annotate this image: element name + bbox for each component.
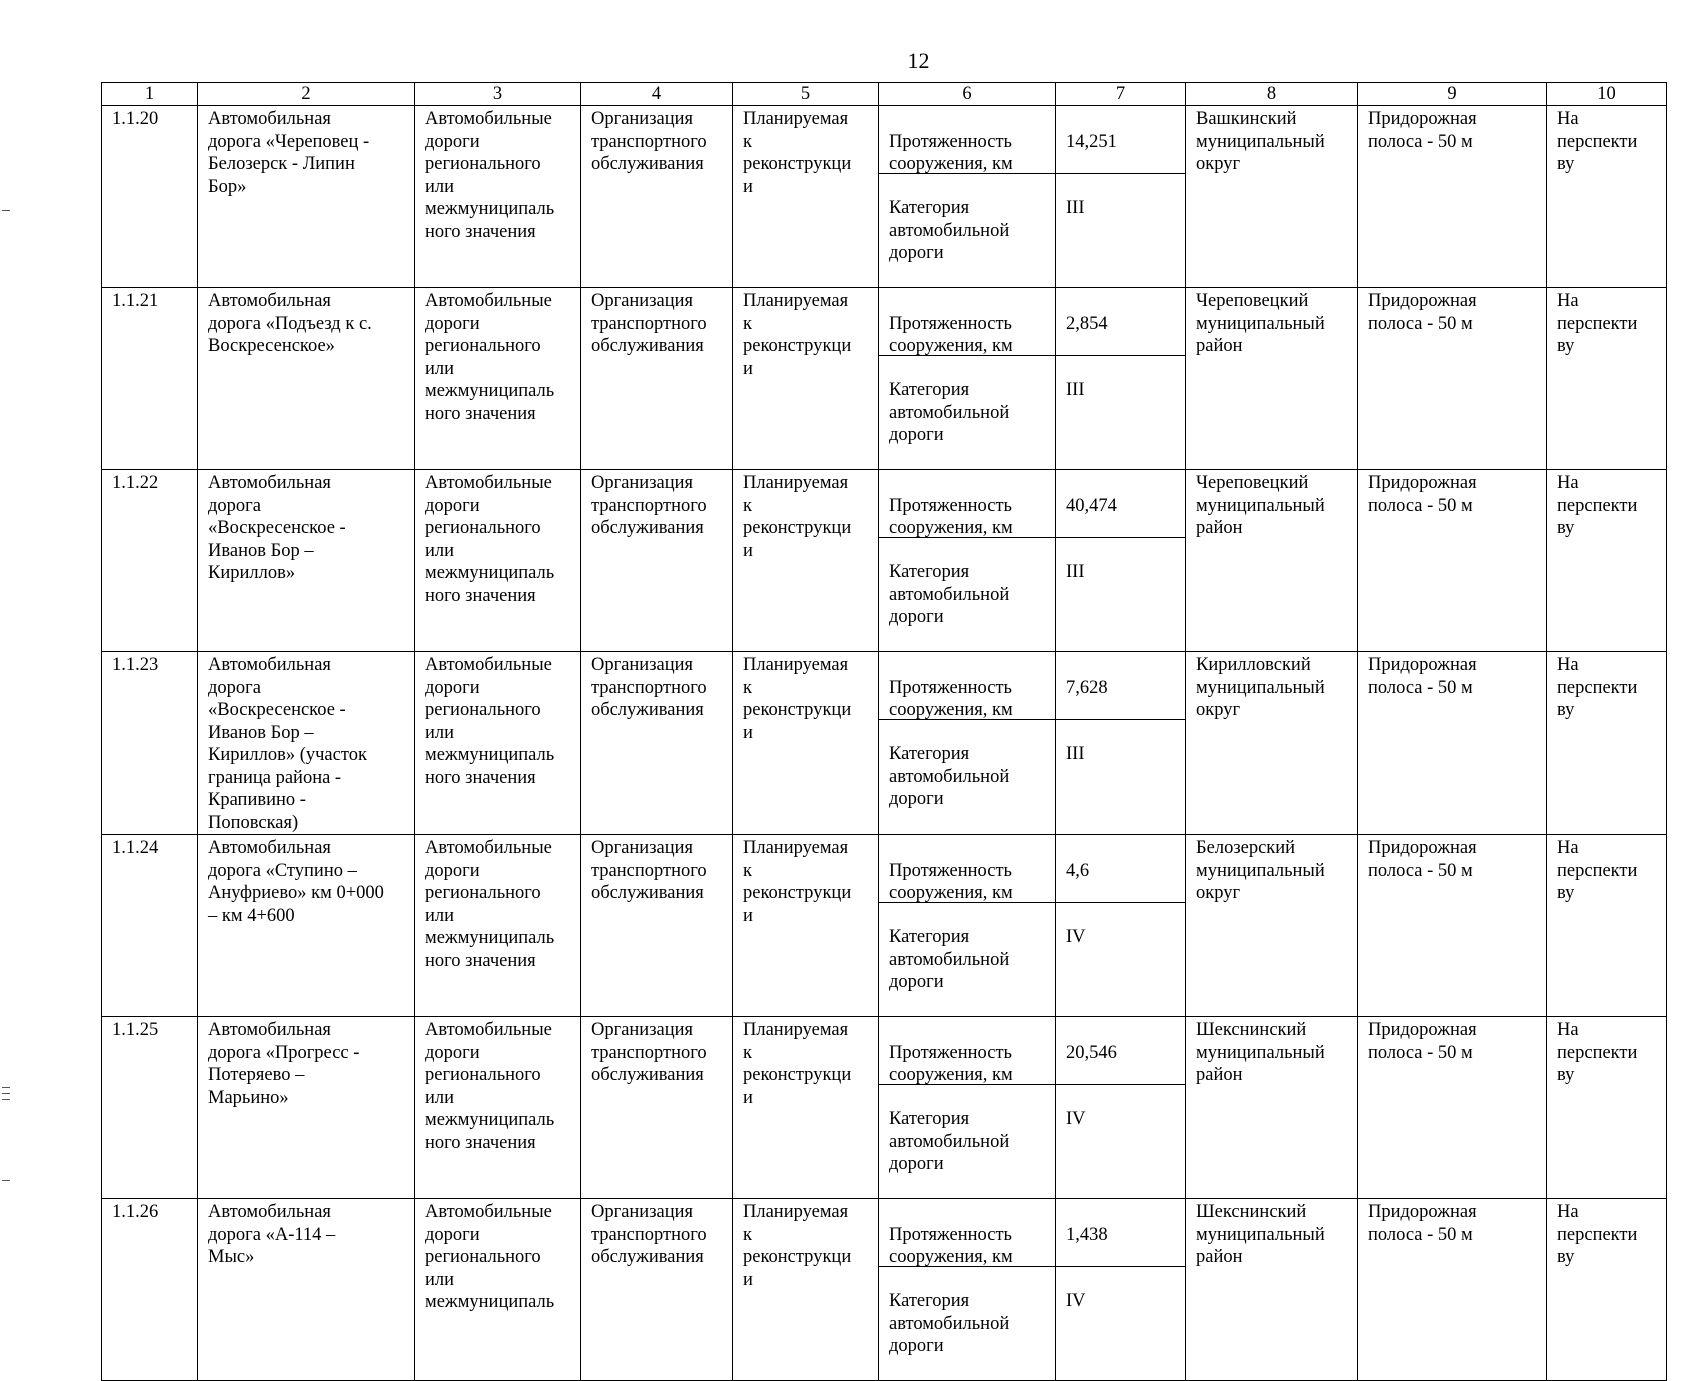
road-name: Автомобильная дорога «Ступино – Ануфриево» км 0+000 – км 4+600	[198, 835, 415, 1017]
column-header: 4	[581, 83, 733, 106]
attr-category-label: Категория автомобильной дороги	[889, 1109, 1010, 1174]
road-zone: Придорожная полоса - 50 м	[1358, 470, 1547, 652]
road-status: Планируемая к реконструкци и	[733, 835, 879, 1017]
road-purpose: Организация транспортного обслуживания	[581, 652, 733, 835]
road-zone: Придорожная полоса - 50 м	[1358, 652, 1547, 835]
row-number: 1.1.22	[102, 470, 198, 652]
road-type: Автомобильные дороги регионального или межмуниципаль ного значения	[415, 106, 581, 288]
road-name: Автомобильная дорога «А-114 – Мыс»	[198, 1199, 415, 1381]
table-row	[102, 652, 1667, 835]
attr-length-label: Протяженность сооружения, км	[879, 493, 1055, 538]
road-purpose: Организация транспортного обслуживания	[581, 470, 733, 652]
attr-category-label: Категория автомобильной дороги	[889, 744, 1010, 809]
attr-category-label: Категория автомобильной дороги	[889, 562, 1010, 627]
attr-category-label: Категория автомобильной дороги	[889, 927, 1010, 992]
road-term: На перспекти ву	[1547, 1199, 1667, 1381]
table-row	[102, 106, 1667, 288]
category-value: IV	[1066, 927, 1086, 947]
column-header: 5	[733, 83, 879, 106]
column-header: 1	[102, 83, 198, 106]
road-location: Шекснинский муниципальный район	[1186, 1017, 1358, 1199]
column-numbers-row	[102, 83, 1667, 106]
category-value: III	[1066, 744, 1085, 764]
column-header: 3	[415, 83, 581, 106]
road-status: Планируемая к реконструкци и	[733, 652, 879, 835]
road-attributes	[879, 288, 1056, 470]
road-term: На перспекти ву	[1547, 288, 1667, 470]
road-zone: Придорожная полоса - 50 м	[1358, 288, 1547, 470]
page-number: 12	[907, 48, 930, 73]
length-value: 2,854	[1056, 311, 1185, 356]
length-value: 7,628	[1056, 675, 1185, 720]
road-location: Кирилловский муниципальный округ	[1186, 652, 1358, 835]
road-name: Автомобильная дорога «Подъезд к с. Воскресенское»	[198, 288, 415, 470]
road-type: Автомобильные дороги регионального или межмуниципаль ного значения	[415, 470, 581, 652]
attr-length-label: Протяженность сооружения, км	[879, 1222, 1055, 1267]
attr-length-label: Протяженность сооружения, км	[879, 311, 1055, 356]
column-header: 2	[198, 83, 415, 106]
length-value: 40,474	[1056, 493, 1185, 538]
margin-mark	[2, 210, 10, 211]
road-name: Автомобильная дорога «Прогресс - Потеряево – Марьино»	[198, 1017, 415, 1199]
road-type: Автомобильные дороги регионального или межмуниципаль	[415, 1199, 581, 1381]
road-location: Шекснинский муниципальный район	[1186, 1199, 1358, 1381]
road-attributes	[879, 1017, 1056, 1199]
row-number: 1.1.26	[102, 1199, 198, 1381]
road-name: Автомобильная дорога «Воскресенское - Иванов Бор – Кириллов» (участок граница района - Крапивино - Поповская)	[198, 652, 415, 835]
road-purpose: Организация транспортного обслуживания	[581, 106, 733, 288]
column-header: 6	[879, 83, 1056, 106]
road-purpose: Организация транспортного обслуживания	[581, 1017, 733, 1199]
category-value: IV	[1066, 1291, 1086, 1311]
road-type: Автомобильные дороги регионального или межмуниципаль ного значения	[415, 652, 581, 835]
table-row	[102, 470, 1667, 652]
attr-length-label: Протяженность сооружения, км	[879, 858, 1055, 903]
road-location: Белозерский муниципальный округ	[1186, 835, 1358, 1017]
attr-length-label: Протяженность сооружения, км	[879, 1040, 1055, 1085]
column-header: 7	[1056, 83, 1186, 106]
margin-mark	[2, 1099, 10, 1100]
column-header: 9	[1358, 83, 1547, 106]
road-attributes	[879, 835, 1056, 1017]
road-status: Планируемая к реконструкци и	[733, 288, 879, 470]
road-attributes	[879, 652, 1056, 835]
road-term: На перспекти ву	[1547, 106, 1667, 288]
road-type: Автомобильные дороги регионального или межмуниципаль ного значения	[415, 1017, 581, 1199]
row-number: 1.1.23	[102, 652, 198, 835]
road-purpose: Организация транспортного обслуживания	[581, 1199, 733, 1381]
length-value: 14,251	[1056, 129, 1185, 174]
road-values	[1056, 1199, 1186, 1381]
road-status: Планируемая к реконструкци и	[733, 470, 879, 652]
road-attributes	[879, 1199, 1056, 1381]
road-attributes	[879, 470, 1056, 652]
road-type: Автомобильные дороги регионального или межмуниципаль ного значения	[415, 288, 581, 470]
attr-length-label: Протяженность сооружения, км	[879, 675, 1055, 720]
road-status: Планируемая к реконструкци и	[733, 1017, 879, 1199]
attr-category-label: Категория автомобильной дороги	[889, 198, 1010, 263]
road-values	[1056, 652, 1186, 835]
road-zone: Придорожная полоса - 50 м	[1358, 1199, 1547, 1381]
margin-mark	[2, 1087, 10, 1088]
category-value: III	[1066, 380, 1085, 400]
road-values	[1056, 835, 1186, 1017]
road-zone: Придорожная полоса - 50 м	[1358, 835, 1547, 1017]
road-location: Череповецкий муниципальный район	[1186, 470, 1358, 652]
attr-category-label: Категория автомобильной дороги	[889, 380, 1010, 445]
table-row	[102, 1199, 1667, 1381]
category-value: III	[1066, 198, 1085, 218]
category-value: IV	[1066, 1109, 1086, 1129]
road-term: На перспекти ву	[1547, 652, 1667, 835]
road-purpose: Организация транспортного обслуживания	[581, 835, 733, 1017]
road-values	[1056, 470, 1186, 652]
road-values	[1056, 106, 1186, 288]
table-row	[102, 288, 1667, 470]
road-location: Череповецкий муниципальный район	[1186, 288, 1358, 470]
road-type: Автомобильные дороги регионального или межмуниципаль ного значения	[415, 835, 581, 1017]
road-zone: Придорожная полоса - 50 м	[1358, 1017, 1547, 1199]
attr-category-label: Категория автомобильной дороги	[889, 1291, 1010, 1356]
length-value: 20,546	[1056, 1040, 1185, 1085]
table-row	[102, 835, 1667, 1017]
category-value: III	[1066, 562, 1085, 582]
roads-table	[101, 82, 1667, 1381]
road-zone: Придорожная полоса - 50 м	[1358, 106, 1547, 288]
road-name: Автомобильная дорога «Воскресенское - Иванов Бор – Кириллов»	[198, 470, 415, 652]
road-name: Автомобильная дорога «Череповец - Белозерск - Липин Бор»	[198, 106, 415, 288]
road-location: Вашкинский муниципальный округ	[1186, 106, 1358, 288]
row-number: 1.1.20	[102, 106, 198, 288]
margin-mark	[2, 1180, 10, 1181]
attr-length-label: Протяженность сооружения, км	[879, 129, 1055, 174]
road-status: Планируемая к реконструкци и	[733, 1199, 879, 1381]
length-value: 4,6	[1056, 858, 1185, 903]
row-number: 1.1.24	[102, 835, 198, 1017]
road-values	[1056, 288, 1186, 470]
road-purpose: Организация транспортного обслуживания	[581, 288, 733, 470]
table-row	[102, 1017, 1667, 1199]
margin-mark	[2, 1093, 10, 1094]
road-term: На перспекти ву	[1547, 470, 1667, 652]
row-number: 1.1.25	[102, 1017, 198, 1199]
road-term: На перспекти ву	[1547, 835, 1667, 1017]
column-header: 10	[1547, 83, 1667, 106]
column-header: 8	[1186, 83, 1358, 106]
road-term: На перспекти ву	[1547, 1017, 1667, 1199]
row-number: 1.1.21	[102, 288, 198, 470]
length-value: 1,438	[1056, 1222, 1185, 1267]
road-attributes	[879, 106, 1056, 288]
road-values	[1056, 1017, 1186, 1199]
road-status: Планируемая к реконструкци и	[733, 106, 879, 288]
